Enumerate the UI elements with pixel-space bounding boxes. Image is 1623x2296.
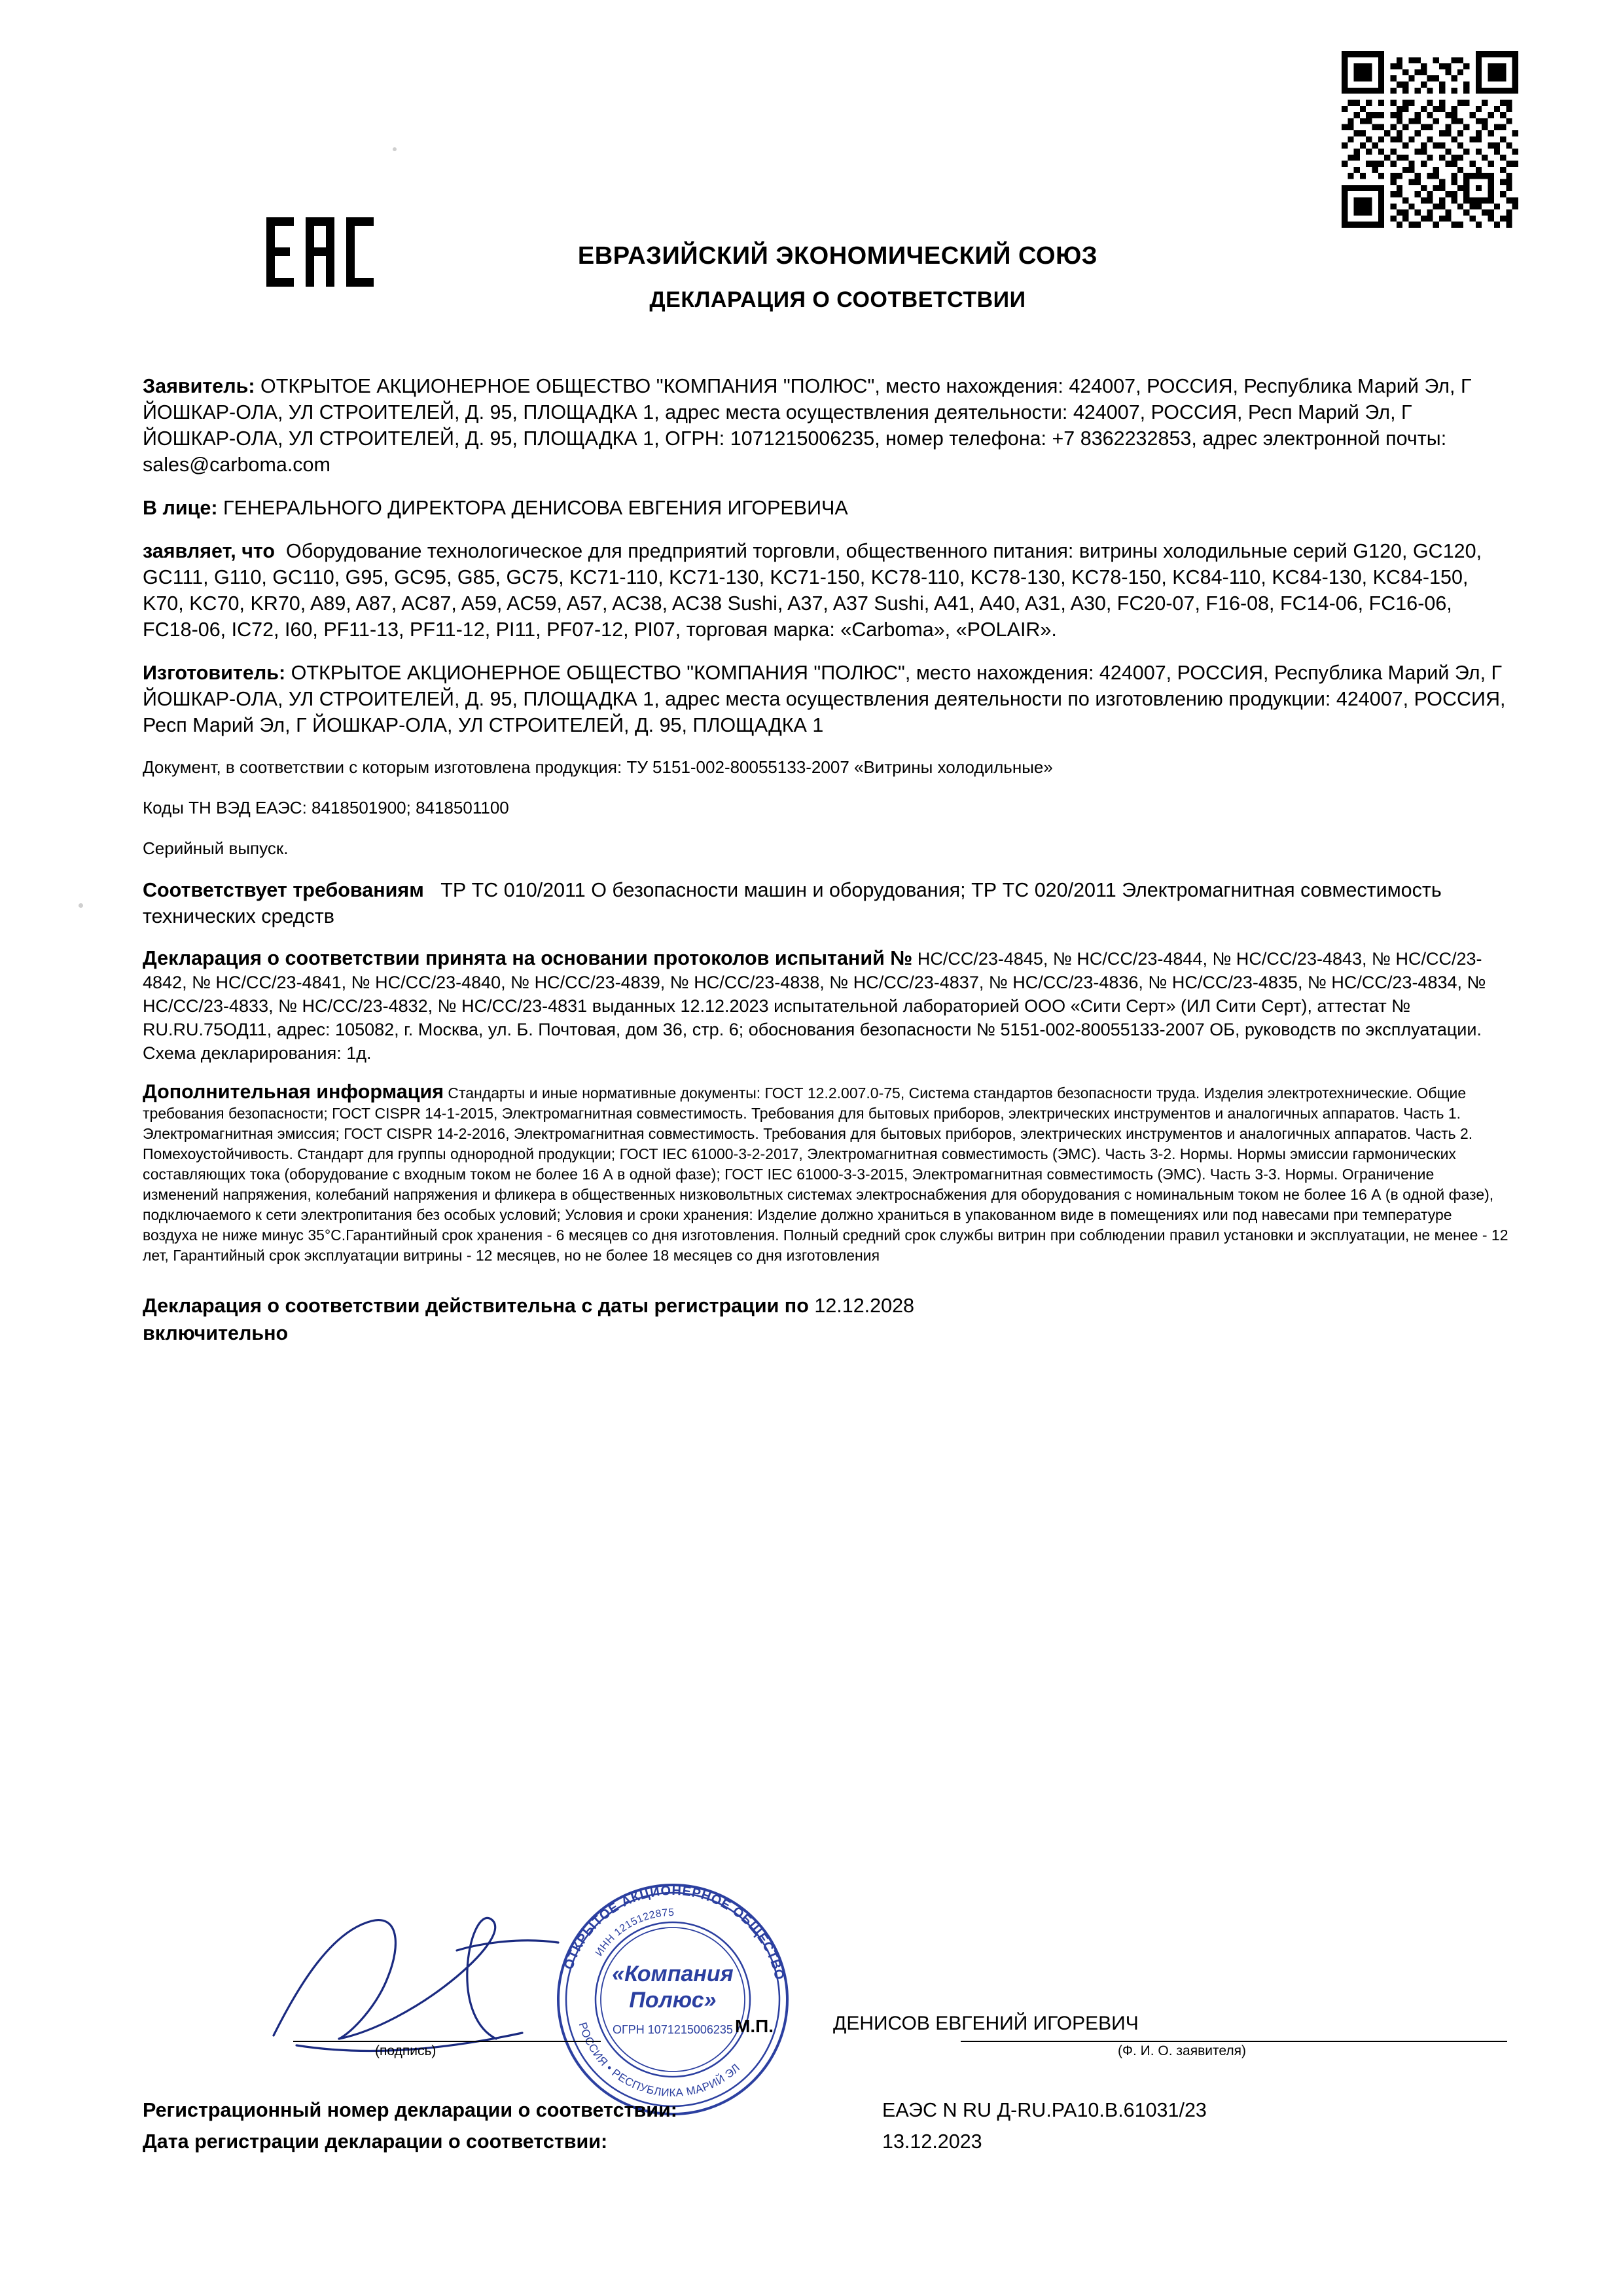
page-title: ЕВРАЗИЙСКИЙ ЭКОНОМИЧЕСКИЙ СОЮЗ [577,242,1098,270]
applicant-section [143,373,1510,478]
declaration-scheme: Схема декларирования: 1д. [143,1043,372,1063]
registration-date-label: Дата регистрации декларации о соответствии: [143,2130,608,2153]
stamp-place-label: М.П. [735,2016,774,2036]
registration-number-label: Регистрационный номер декларации о соответствии: [143,2099,677,2121]
compliance-section [143,877,1510,929]
registration-number-value: ЕАЭС N RU Д-RU.РА10.В.61031/23 [882,2099,1207,2121]
svg-text:ОТКРЫТОЕ АКЦИОНЕРНОЕ ОБЩЕСТВО: ОТКРЫТОЕ АКЦИОНЕРНОЕ ОБЩЕСТВО [562,1883,787,1982]
serial-production: Серийный выпуск. [143,838,289,858]
signature-line-right [961,2041,1507,2042]
additional-info-section [143,1082,1510,1266]
scan-speck [393,147,397,151]
signature-line-left [293,2041,601,2042]
compliance-label: Соответствует требованиям [143,879,424,901]
additional-info-label: Дополнительная информация [143,1081,444,1103]
registration-date-value: 13.12.2023 [882,2130,982,2153]
svg-text:«Компания: «Компания [612,1962,734,1986]
validity-section [143,1292,1510,1347]
compliance-text: ТР ТС 010/2011 О безопасности машин и оборудования; ТР ТС 020/2011 Электромагнитная совместимость технических средств [143,879,1442,927]
protocols-label: Декларация о соответствии принята на основании протоколов испытаний № [143,947,913,969]
protocols-section [143,946,1510,1065]
svg-text:ОГРН 1071215006235: ОГРН 1071215006235 [613,2023,733,2036]
validity-date: 12.12.2028 [814,1295,915,1317]
declares-text: Оборудование технологическое для предприятий торговли, общественного питания: витрины холодильные серий G120, GC120, GC111, G110, GC110, G95, GC95, G85, GC75, KC71-110, KC71-130, KC71-150, KC78-110, KC78-130, KC78-150, KC84-110, KC84-130, KC84-150, K70, KC70, KR70, A89, A87, AC87, A59, AC59, A57, AC38, AC38 Sushi, A37, A37 Sushi, A41, A40, A31, A30, FC20-07, F16-08, FC14-06, FC16-06, FC18-06, IC72, I60, PF11-13, PF11-12, PI11, PF07-12, PI07, торговая марка: «Carboma», «POLAIR». [143,540,1482,641]
signature-caption-right: (Ф. И. О. заявителя) [1118,2043,1246,2058]
applicant-label: Заявитель: [143,375,255,397]
svg-text:РОССИЯ • РЕСПУБЛИКА МАРИЙ ЭЛ: РОССИЯ • РЕСПУБЛИКА МАРИЙ ЭЛ [576,2020,743,2100]
qr-code [1342,51,1518,228]
validity-inclusive: включительно [143,1322,289,1344]
representative-text: ГЕНЕРАЛЬНОГО ДИРЕКТОРА ДЕНИСОВА ЕВГЕНИЯ ИГОРЕВИЧА [223,497,848,519]
applicant-text: ОТКРЫТОЕ АКЦИОНЕРНОЕ ОБЩЕСТВО "КОМПАНИЯ "ПОЛЮС", место нахождения: 424007, РОССИЯ, Республика Марий Эл, Г ЙОШКАР-ОЛА, УЛ СТРОИТЕЛЕЙ, Д. 95, ПЛОЩАДКА 1, адрес места осуществления деятельности: 424007, РОССИЯ, Респ Марий Эл, Г ЙОШКАР-ОЛА, УЛ СТРОИТЕЛЕЙ, Д. 95, ПЛОЩАДКА 1, ОГРН: 1071215006235, номер телефона: +7 8362232853, адрес электронной почты: sales@carboma.com [143,375,1472,476]
declares-label: заявляет, что [143,540,276,562]
manufacturer-text: ОТКРЫТОЕ АКЦИОНЕРНОЕ ОБЩЕСТВО "КОМПАНИЯ "ПОЛЮС", место нахождения: 424007, РОССИЯ, Республика Марий Эл, Г ЙОШКАР-ОЛА, УЛ СТРОИТЕЛЕЙ, Д. 95, ПЛОЩАДКА 1, адрес места осуществления деятельности по изготовлению продукции: 424007, РОССИЯ, Респ Марий Эл, Г ЙОШКАР-ОЛА, УЛ СТРОИТЕЛЕЙ, Д. 95, ПЛОЩАДКА 1 [143,662,1506,736]
manufacturer-section [143,660,1510,738]
signature-area [143,1852,1510,2100]
registration-number-row [143,2094,1510,2126]
representative-label: В лице: [143,497,218,519]
declares-section [143,538,1510,643]
svg-text:ИНН 1215122875: ИНН 1215122875 [593,1907,675,1958]
document-basis: Документ, в соответствии с которым изготовлена продукция: ТУ 5151-002-80055133-2007 «Витрины холодильные» [143,757,1053,777]
document-title-block [419,242,1257,313]
document-body [143,373,1510,1347]
company-stamp [542,1869,804,2130]
scan-speck [79,903,83,908]
manufacturer-label: Изготовитель: [143,662,286,684]
representative-section [143,495,1510,521]
signer-name: ДЕНИСОВ ЕВГЕНИЙ ИГОРЕВИЧ [833,2013,1139,2034]
registration-footer [143,2094,1510,2157]
additional-info-text: Стандарты и иные нормативные документы: ГОСТ 12.2.007.0-75, Система стандартов безопасности труда. Изделия электротехнические. Общие требования безопасности; ГОСТ CISPR 14-1-2015, Электромагнитная совместимость. Требования для бытовых приборов, электрических инструментов и аналогичных аппаратов. Часть 1. Электромагнитная эмиссия; ГОСТ CISPR 14-2-2016, Электромагнитная совместимость. Требования для бытовых приборов, электрических инструментов и аналогичных аппаратов. Часть 2. Помехоустойчивость. Стандарт для группы однородной продукции; ГОСТ IEC 61000-3-2-2017, Электромагнитная совместимость (ЭМС). Часть 3-2. Нормы. Нормы эмиссии гармонических составляющих тока (оборудование с входным током не более 16 А в одной фазе); ГОСТ IEC 61000-3-3-2015, Электромагнитная совместимость (ЭМС). Часть 3-3. Нормы. Ограничение изменений напряжения, колебаний напряжения и фликера в общественных низковольтных системах электроснабжения для оборудования с номинальным током не более 16 А (в одной фазе), подключаемого к сети электропитания без особых условий; Условия и сроки хранения: Изделие должно храниться в упакованном виде в помещениях или под навесами при температуре воздуха не ниже минус 35°C.Гарантийный срок хранения - 6 месяцев со дня изготовления. Полный средний срок службы витрин при соблюдении правил установки и эксплуатации, не менее - 12 лет, Гарантийный срок эксплуатации витрины - 12 месяцев, но не более 18 месяцев со дня изготовления [143,1085,1508,1264]
signature-caption-left: (подпись) [375,2043,437,2058]
page-subtitle: ДЕКЛАРАЦИЯ О СООТВЕТСТВИИ [649,287,1026,312]
eac-conformity-mark [265,216,376,288]
validity-label: Декларация о соответствии действительна с даты регистрации по [143,1295,809,1317]
svg-text:Полюс»: Полюс» [629,1988,717,2013]
protocols-text: НС/СС/23-4845, № НС/СС/23-4844, № НС/СС/23-4843, № НС/СС/23-4842, № НС/СС/23-4841, № НС/СС/23-4840, № НС/СС/23-4839, № НС/СС/23-4838, № НС/СС/23-4837, № НС/СС/23-4836, № НС/СС/23-4835, № НС/СС/23-4834, № НС/СС/23-4833, № НС/СС/23-4832, № НС/СС/23-4831 выданных 12.12.2023 испытательной лабораторией ООО «Сити Серт» (ИЛ Сити Серт), аттестат № RU.RU.75ОД11, адрес: 105082, г. Москва, ул. Б. Почтовая, дом 36, стр. 6; обоснования безопасности № 5151-002-80055133-2007 ОБ, руководств по эксплуатации. [143,949,1486,1039]
tnved-codes: Коды ТН ВЭД ЕАЭС: 8418501900; 8418501100 [143,798,509,817]
registration-date-row [143,2126,1510,2157]
